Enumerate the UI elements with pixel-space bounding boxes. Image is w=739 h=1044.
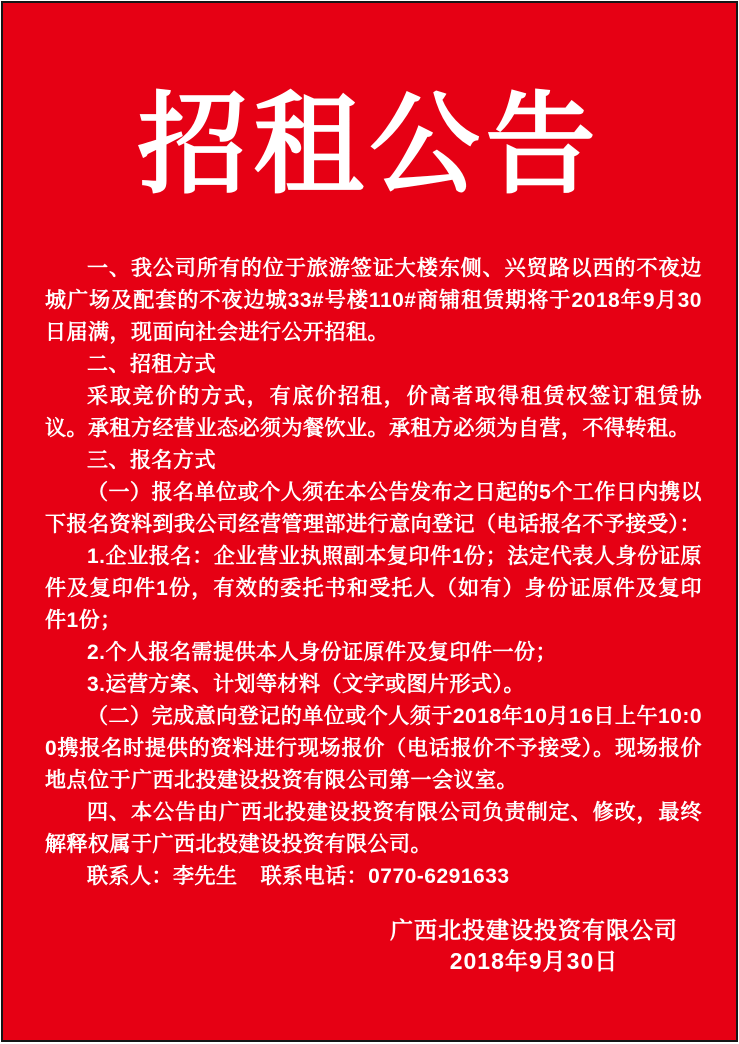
announcement-heading-lease-method: 二、招租方式 bbox=[87, 353, 216, 376]
announcement-paragraph-bidding: （二）完成意向登记的单位或个人须于2018年10月16日上午10:00携报名时提供的资料进行现场报价（电话报价不予接受）。现场报价地点位于广西北投建设投资有限公司第一会议室。 bbox=[45, 705, 702, 792]
announcement-item-company-registration: 1.企业报名：企业营业执照副本复印件1份；法定代表人身份证原件及复印件1份，有效的委托书和受托人（如有）身份证原件及复印件1份； bbox=[45, 545, 702, 632]
announcement-paragraph-interpretation: 四、本公告由广西北投建设投资有限公司负责制定、修改，最终解释权属于广西北投建设投资有限公司。 bbox=[45, 801, 702, 856]
contact-person: 李先生 bbox=[173, 865, 238, 888]
signature-date: 2018年9月30日 bbox=[449, 948, 619, 974]
announcement-paragraph-property-info: 一、我公司所有的位于旅游签证大楼东侧、兴贸路以西的不夜边城广场及配套的不夜边城33#号楼110#商铺租赁期将于2018年9月30日届满，现面向社会进行公开招租。 bbox=[45, 257, 702, 344]
announcement-item-operation-plan: 3.运营方案、计划等材料（文字或图片形式）。 bbox=[87, 673, 526, 696]
signature-block bbox=[390, 915, 678, 977]
contact-person-label: 联系人： bbox=[87, 865, 173, 888]
signature-company: 广西北投建设投资有限公司 bbox=[390, 917, 678, 943]
announcement-heading-registration: 三、报名方式 bbox=[87, 449, 216, 472]
poster-title: 招租公告 bbox=[137, 80, 602, 209]
contact-phone-label: 联系电话： bbox=[260, 865, 369, 888]
announcement-poster bbox=[1, 1, 738, 1042]
contact-phone: 0770-6291633 bbox=[368, 865, 510, 888]
announcement-paragraph-registration-intro: （一）报名单位或个人须在本公告发布之日起的5个工作日内携以下报名资料到我公司经营管理部进行意向登记（电话报名不予接受）： bbox=[45, 481, 702, 536]
contact-line bbox=[45, 861, 702, 893]
announcement-item-individual-registration: 2.个人报名需提供本人身份证原件及复印件一份； bbox=[87, 641, 558, 664]
announcement-body bbox=[45, 253, 702, 893]
announcement-paragraph-lease-method: 采取竞价的方式，有底价招租，价高者取得租赁权签订租赁协议。承租方经营业态必须为餐饮业。承租方必须为自营，不得转租。 bbox=[45, 385, 702, 440]
